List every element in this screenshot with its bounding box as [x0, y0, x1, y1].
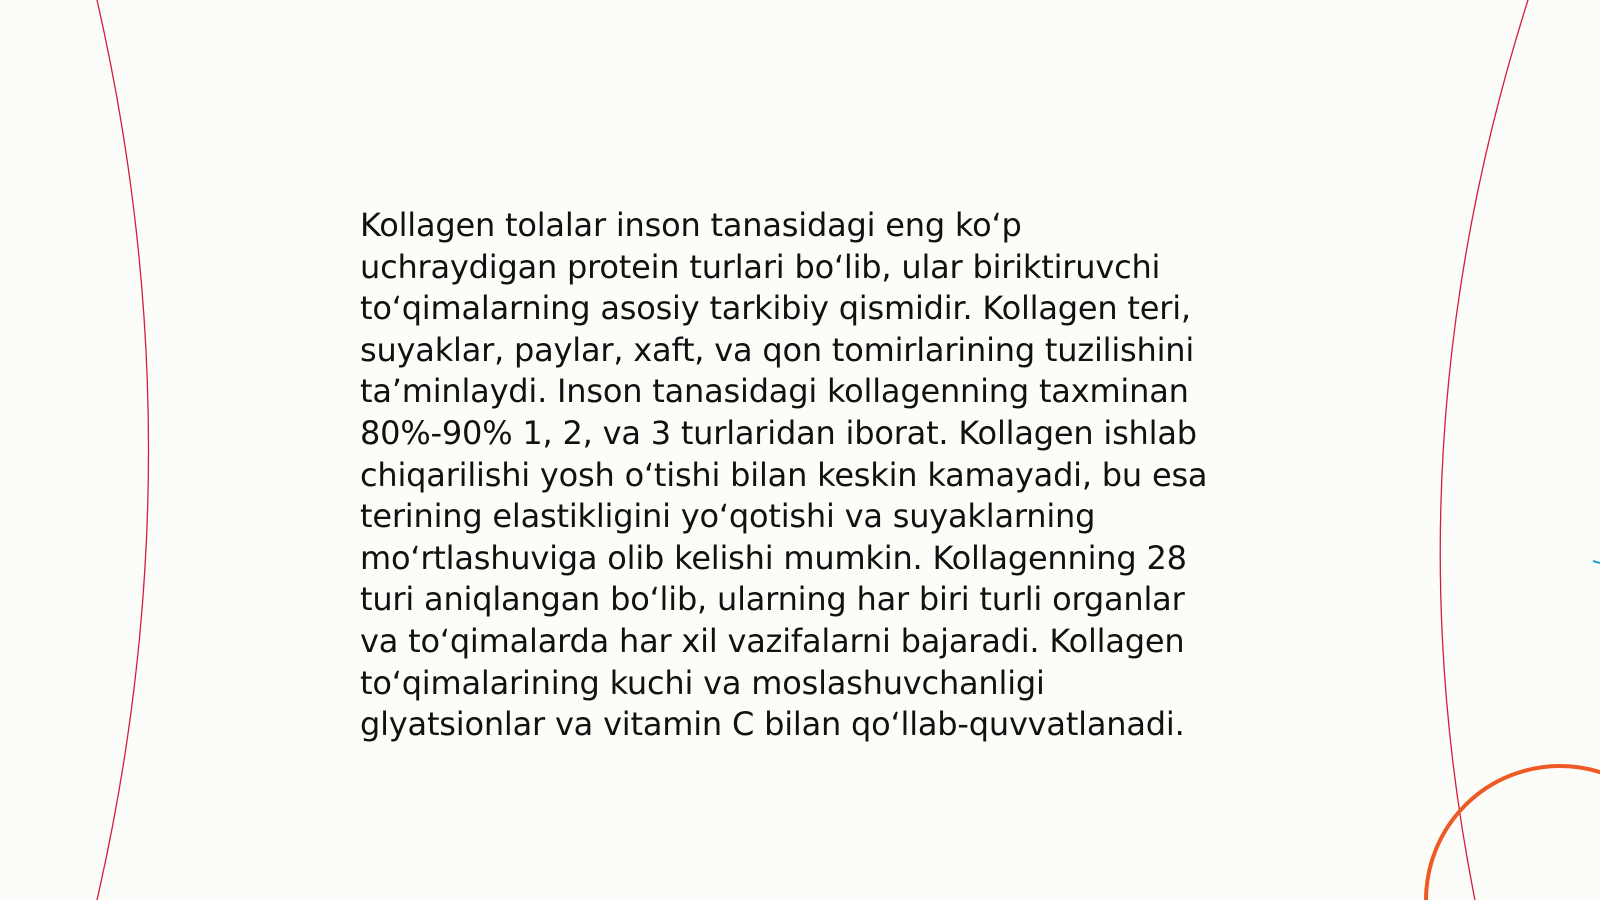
body-line: mo‘rtlashuviga olib kelishi mumkin. Kollagenning 28 — [360, 538, 1187, 577]
body-line: turi aniqlangan bo‘lib, ularning har biri turli organlar — [360, 580, 1185, 619]
body-line: va to‘qimalarda har xil vazifalarni bajaradi. Kollagen — [360, 621, 1185, 660]
body-line: suyaklar, paylar, xaft, va qon tomirlarining tuzilishini — [360, 330, 1195, 369]
body-line: uchraydigan protein turlari bo‘lib, ular biriktiruvchi — [360, 247, 1161, 286]
body-line: chiqarilishi yosh o‘tishi bilan keskin kamayadi, bu esa — [360, 455, 1208, 494]
body-line: 80%-90% 1, 2, va 3 turlaridan iborat. Kollagen ishlab — [360, 413, 1197, 452]
left-arc — [97, 0, 149, 900]
body-line: Kollagen tolalar inson tanasidagi eng ko‘p — [360, 206, 1022, 244]
body-line: to‘qimalarining kuchi va moslashuvchanligi — [360, 663, 1045, 702]
right-arc — [1440, 0, 1528, 900]
blue-mark — [1593, 561, 1600, 563]
body-text — [360, 205, 1240, 746]
body-line: to‘qimalarning asosiy tarkibiy qismidir. Kollagen teri, — [360, 289, 1191, 328]
orange-circle — [1426, 766, 1600, 900]
body-line: terining elastikligini yo‘qotishi va suyaklarning — [360, 497, 1096, 536]
body-line: ta’minlaydi. Inson tanasidagi kollagenning taxminan — [360, 372, 1189, 411]
body-line: glyatsionlar va vitamin C bilan qo‘llab-quvvatlanadi. — [360, 705, 1185, 744]
